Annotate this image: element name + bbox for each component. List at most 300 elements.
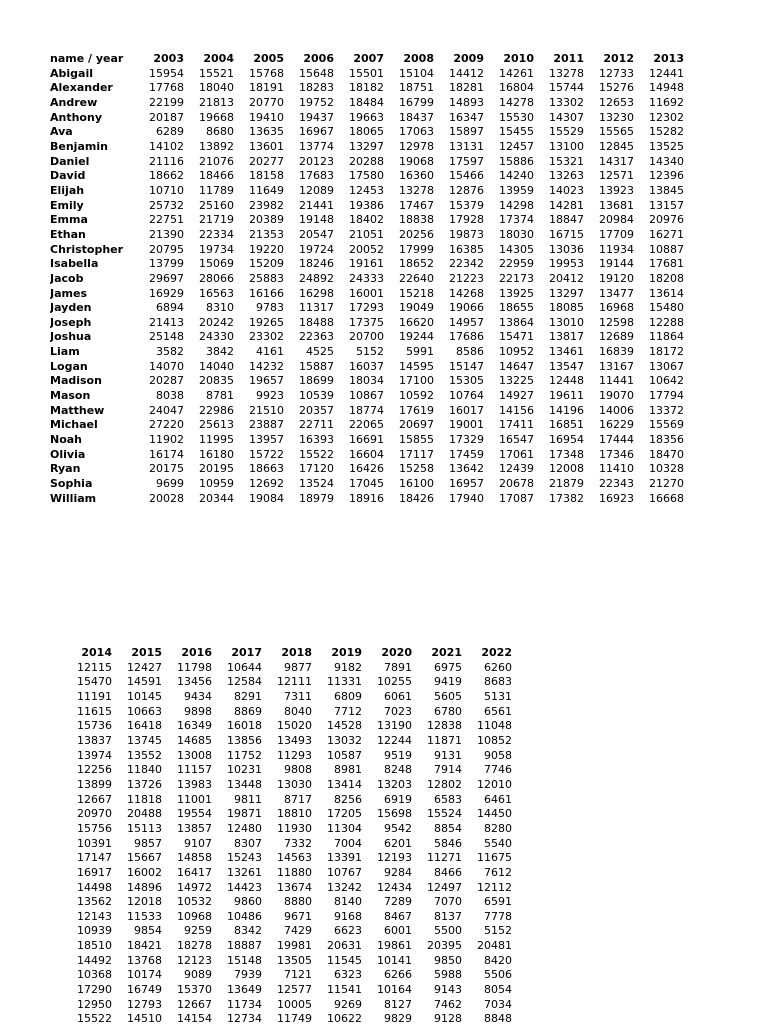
count-cell: 13008: [177, 748, 212, 762]
count-cell: 13726: [127, 777, 162, 791]
count-cell: 19871: [227, 807, 262, 821]
name-cell: Joseph: [50, 315, 92, 329]
count-cell: 19724: [299, 242, 334, 256]
count-cell: 15886: [499, 154, 534, 168]
count-cell: 13674: [277, 880, 312, 894]
count-cell: 18751: [399, 81, 434, 95]
count-cell: 7778: [484, 909, 512, 923]
count-cell: 21051: [349, 227, 384, 241]
count-cell: 14307: [549, 110, 584, 124]
count-cell: 17293: [349, 301, 384, 315]
count-cell: 15501: [349, 66, 384, 80]
count-cell: 17467: [399, 198, 434, 212]
count-cell: 19953: [549, 257, 584, 271]
count-cell: 10764: [449, 389, 484, 403]
count-cell: 9058: [484, 748, 512, 762]
table-row: [50, 140, 684, 155]
count-cell: 14948: [649, 81, 684, 95]
count-cell: 15104: [399, 66, 434, 80]
count-cell: 13562: [77, 895, 112, 909]
count-cell: 12010: [477, 777, 512, 791]
name-cell: Sophia: [50, 477, 93, 491]
count-cell: 17411: [499, 418, 534, 432]
count-cell: 12244: [377, 733, 412, 747]
count-cell: 12978: [399, 139, 434, 153]
count-cell: 9783: [256, 301, 284, 315]
count-cell: 8127: [384, 997, 412, 1011]
count-cell: 11789: [199, 183, 234, 197]
count-cell: 12598: [599, 315, 634, 329]
count-cell: 11191: [77, 689, 112, 703]
count-cell: 9808: [284, 763, 312, 777]
count-cell: 6461: [484, 792, 512, 806]
count-cell: 11157: [177, 763, 212, 777]
count-cell: 20123: [299, 154, 334, 168]
count-cell: 18402: [349, 213, 384, 227]
year-header: 2011: [553, 52, 584, 65]
count-cell: 21879: [549, 477, 584, 491]
count-cell: 16620: [399, 315, 434, 329]
count-cell: 17290: [77, 983, 112, 997]
count-cell: 22334: [199, 227, 234, 241]
count-cell: 18652: [399, 257, 434, 271]
count-cell: 17940: [449, 491, 484, 505]
count-cell: 13552: [127, 748, 162, 762]
count-cell: 12793: [127, 997, 162, 1011]
count-cell: 11271: [427, 851, 462, 865]
count-cell: 16967: [299, 125, 334, 139]
count-cell: 19265: [249, 315, 284, 329]
count-cell: 12453: [349, 183, 384, 197]
count-cell: 14240: [499, 169, 534, 183]
table-row: [50, 492, 684, 507]
count-cell: 17382: [549, 491, 584, 505]
count-cell: 7289: [384, 895, 412, 909]
count-cell: 13925: [499, 286, 534, 300]
count-cell: 19084: [249, 491, 284, 505]
count-cell: 20256: [399, 227, 434, 241]
count-cell: 9850: [434, 953, 462, 967]
table-row: [62, 807, 512, 822]
count-cell: 21116: [149, 154, 184, 168]
count-cell: 16691: [349, 433, 384, 447]
count-cell: 17147: [77, 851, 112, 865]
name-cell: Elijah: [50, 183, 85, 197]
count-cell: 17374: [499, 213, 534, 227]
count-cell: 14196: [549, 403, 584, 417]
year-header: 2015: [131, 646, 162, 659]
name-cell: Emily: [50, 198, 84, 212]
count-cell: 17045: [349, 477, 384, 491]
count-cell: 13261: [227, 865, 262, 879]
count-cell: 13225: [499, 374, 534, 388]
count-cell: 13899: [77, 777, 112, 791]
count-cell: 5131: [484, 689, 512, 703]
count-cell: 15113: [127, 821, 162, 835]
count-cell: 15470: [77, 675, 112, 689]
count-cell: 16563: [199, 286, 234, 300]
count-cell: 7914: [434, 763, 462, 777]
count-cell: 14278: [499, 95, 534, 109]
count-cell: 20412: [549, 271, 584, 285]
count-cell: 18278: [177, 939, 212, 953]
count-cell: 12123: [177, 953, 212, 967]
count-cell: 5152: [356, 345, 384, 359]
count-cell: 16017: [449, 403, 484, 417]
count-cell: 20770: [249, 95, 284, 109]
count-cell: 13681: [599, 198, 634, 212]
count-cell: 19070: [599, 389, 634, 403]
count-cell: 9182: [334, 660, 362, 674]
table-row: [62, 690, 512, 705]
count-cell: 15756: [77, 821, 112, 835]
table-row: [50, 125, 684, 140]
count-cell: 12692: [249, 477, 284, 491]
count-cell: 18774: [349, 403, 384, 417]
count-cell: 18887: [227, 939, 262, 953]
count-cell: 14893: [449, 95, 484, 109]
count-cell: 9699: [156, 477, 184, 491]
count-cell: 18663: [249, 462, 284, 476]
count-cell: 15370: [177, 983, 212, 997]
count-cell: 14528: [327, 719, 362, 733]
count-cell: 16957: [449, 477, 484, 491]
count-cell: 8880: [284, 895, 312, 909]
count-cell: 6001: [384, 924, 412, 938]
count-cell: 21413: [149, 315, 184, 329]
count-cell: 21270: [649, 477, 684, 491]
count-cell: 14450: [477, 807, 512, 821]
count-cell: 8717: [284, 792, 312, 806]
year-header: 2019: [331, 646, 362, 659]
name-cell: Olivia: [50, 447, 86, 461]
count-cell: 13242: [327, 880, 362, 894]
count-cell: 15887: [299, 359, 334, 373]
count-cell: 13461: [549, 345, 584, 359]
count-cell: 10391: [77, 836, 112, 850]
name-frequency-table-2014-2022: [62, 646, 512, 1024]
table-row: [62, 895, 512, 910]
table-row: [62, 675, 512, 690]
count-cell: 15471: [499, 330, 534, 344]
count-cell: 12577: [277, 983, 312, 997]
count-cell: 20631: [327, 939, 362, 953]
count-cell: 16749: [127, 983, 162, 997]
count-cell: 12193: [377, 851, 412, 865]
name-cell: Ryan: [50, 462, 81, 476]
count-cell: 14412: [449, 66, 484, 80]
table-row: [62, 705, 512, 720]
count-cell: 14102: [149, 139, 184, 153]
table-row: [50, 96, 684, 111]
count-cell: 7332: [284, 836, 312, 850]
count-cell: 10145: [127, 689, 162, 703]
count-cell: 19410: [249, 110, 284, 124]
count-cell: 14261: [499, 66, 534, 80]
count-cell: 22959: [499, 257, 534, 271]
table-row: [50, 374, 684, 389]
count-cell: 13157: [649, 198, 684, 212]
count-cell: 19668: [199, 110, 234, 124]
count-cell: 14896: [127, 880, 162, 894]
count-cell: 14595: [399, 359, 434, 373]
count-cell: 8137: [434, 909, 462, 923]
count-cell: 20395: [427, 939, 462, 953]
count-cell: 21390: [149, 227, 184, 241]
count-cell: 6809: [334, 689, 362, 703]
name-cell: Ava: [50, 125, 73, 139]
table-header: [62, 646, 512, 661]
count-cell: 18034: [349, 374, 384, 388]
name-cell: Andrew: [50, 95, 98, 109]
count-cell: 16385: [449, 242, 484, 256]
count-cell: 16604: [349, 447, 384, 461]
count-cell: 6561: [484, 704, 512, 718]
count-cell: 12876: [449, 183, 484, 197]
name-cell: Matthew: [50, 403, 105, 417]
count-cell: 9419: [434, 675, 462, 689]
table-row: [50, 418, 684, 433]
table-header: [50, 52, 684, 67]
count-cell: 7034: [484, 997, 512, 1011]
count-cell: 18699: [299, 374, 334, 388]
count-cell: 22342: [449, 257, 484, 271]
count-cell: 20357: [299, 403, 334, 417]
count-cell: 10532: [177, 895, 212, 909]
count-cell: 10663: [127, 704, 162, 718]
count-cell: 18281: [449, 81, 484, 95]
count-cell: 16418: [127, 719, 162, 733]
count-cell: 17375: [349, 315, 384, 329]
count-cell: 10328: [649, 462, 684, 476]
year-header: 2017: [231, 646, 262, 659]
count-cell: 20984: [599, 213, 634, 227]
count-cell: 12427: [127, 660, 162, 674]
table-row: [50, 316, 684, 331]
count-cell: 15736: [77, 719, 112, 733]
count-cell: 6975: [434, 660, 462, 674]
count-cell: 20700: [349, 330, 384, 344]
table-row: [62, 837, 512, 852]
table-row: [50, 228, 684, 243]
count-cell: 6919: [384, 792, 412, 806]
count-cell: 14423: [227, 880, 262, 894]
count-cell: 5605: [434, 689, 462, 703]
count-cell: 9131: [434, 748, 462, 762]
table-row: [50, 243, 684, 258]
count-cell: 19663: [349, 110, 384, 124]
count-cell: 16851: [549, 418, 584, 432]
count-cell: 17683: [299, 169, 334, 183]
count-cell: 19437: [299, 110, 334, 124]
year-header: 2005: [253, 52, 284, 65]
count-cell: 7712: [334, 704, 362, 718]
count-cell: 14298: [499, 198, 534, 212]
count-cell: 12802: [427, 777, 462, 791]
count-cell: 19120: [599, 271, 634, 285]
table-row: [50, 272, 684, 287]
count-cell: 25732: [149, 198, 184, 212]
count-cell: 4525: [306, 345, 334, 359]
count-cell: 11317: [299, 301, 334, 315]
name-cell: William: [50, 491, 97, 505]
year-header: 2013: [653, 52, 684, 65]
name-cell: Noah: [50, 433, 83, 447]
count-cell: 8854: [434, 821, 462, 835]
count-cell: 20547: [299, 227, 334, 241]
count-cell: 5540: [484, 836, 512, 850]
table-row: [50, 213, 684, 228]
table-body: [62, 661, 512, 1024]
count-cell: 13614: [649, 286, 684, 300]
count-cell: 7429: [284, 924, 312, 938]
count-cell: 6623: [334, 924, 362, 938]
year-header: 2004: [203, 52, 234, 65]
count-cell: 8280: [484, 821, 512, 835]
count-cell: 15282: [649, 125, 684, 139]
count-cell: 16929: [149, 286, 184, 300]
name-frequency-table-2003-2013: [50, 52, 684, 506]
count-cell: 13391: [327, 851, 362, 865]
name-cell: Abigail: [50, 66, 93, 80]
table-row: [62, 998, 512, 1013]
table-row: [50, 81, 684, 96]
count-cell: 13100: [549, 139, 584, 153]
count-cell: 22173: [499, 271, 534, 285]
count-cell: 13642: [449, 462, 484, 476]
count-cell: 17329: [449, 433, 484, 447]
table-row: [50, 111, 684, 126]
table-body: [50, 67, 684, 507]
count-cell: 12439: [499, 462, 534, 476]
count-cell: 19386: [349, 198, 384, 212]
count-cell: 21223: [449, 271, 484, 285]
count-cell: 15744: [549, 81, 584, 95]
count-cell: 8467: [384, 909, 412, 923]
count-cell: 16229: [599, 418, 634, 432]
count-cell: 13297: [349, 139, 384, 153]
table-row: [62, 983, 512, 998]
year-header: 2006: [303, 52, 334, 65]
count-cell: 5500: [434, 924, 462, 938]
name-cell: Jayden: [50, 301, 92, 315]
count-cell: 10368: [77, 968, 112, 982]
count-cell: 18065: [349, 125, 384, 139]
count-cell: 22363: [299, 330, 334, 344]
count-cell: 21353: [249, 227, 284, 241]
count-cell: 10141: [377, 953, 412, 967]
count-cell: 19244: [399, 330, 434, 344]
count-cell: 14154: [177, 1012, 212, 1024]
count-cell: 18421: [127, 939, 162, 953]
count-cell: 12302: [649, 110, 684, 124]
count-cell: 14972: [177, 880, 212, 894]
count-cell: 15565: [599, 125, 634, 139]
count-cell: 25613: [199, 418, 234, 432]
count-cell: 16271: [649, 227, 684, 241]
count-cell: 20187: [149, 110, 184, 124]
count-cell: 13030: [277, 777, 312, 791]
count-cell: 11798: [177, 660, 212, 674]
name-cell: Michael: [50, 418, 98, 432]
count-cell: 13203: [377, 777, 412, 791]
count-cell: 13892: [199, 139, 234, 153]
count-cell: 13525: [649, 139, 684, 153]
count-cell: 5506: [484, 968, 512, 982]
count-cell: 8248: [384, 763, 412, 777]
name-cell: Liam: [50, 345, 80, 359]
table-row: [62, 954, 512, 969]
count-cell: 15069: [199, 257, 234, 271]
count-cell: 11293: [277, 748, 312, 762]
count-cell: 12434: [377, 880, 412, 894]
count-cell: 20795: [149, 242, 184, 256]
count-cell: 8420: [484, 953, 512, 967]
count-cell: 11533: [127, 909, 162, 923]
count-cell: 15321: [549, 154, 584, 168]
count-cell: 16001: [349, 286, 384, 300]
count-cell: 16347: [449, 110, 484, 124]
count-cell: 16923: [599, 491, 634, 505]
count-cell: 11441: [599, 374, 634, 388]
count-cell: 19068: [399, 154, 434, 168]
table-row: [50, 257, 684, 272]
count-cell: 11304: [327, 821, 362, 835]
count-cell: 9923: [256, 389, 284, 403]
count-cell: 9168: [334, 909, 362, 923]
count-cell: 10592: [399, 389, 434, 403]
count-cell: 7746: [484, 763, 512, 777]
count-cell: 14591: [127, 675, 162, 689]
count-cell: 16804: [499, 81, 534, 95]
count-cell: 8140: [334, 895, 362, 909]
count-cell: 16799: [399, 95, 434, 109]
table-row: [50, 199, 684, 214]
count-cell: 14070: [149, 359, 184, 373]
count-cell: 12115: [77, 660, 112, 674]
count-cell: 16166: [249, 286, 284, 300]
count-cell: 16839: [599, 345, 634, 359]
count-cell: 19752: [299, 95, 334, 109]
table-row: [62, 924, 512, 939]
count-cell: 13923: [599, 183, 634, 197]
count-cell: 9829: [384, 1012, 412, 1024]
count-cell: 18191: [249, 81, 284, 95]
count-cell: 11331: [327, 675, 362, 689]
count-cell: 16715: [549, 227, 584, 241]
count-cell: 13414: [327, 777, 362, 791]
count-cell: 19144: [599, 257, 634, 271]
count-cell: 10710: [149, 183, 184, 197]
count-cell: 6289: [156, 125, 184, 139]
count-cell: 20028: [149, 491, 184, 505]
count-cell: 17444: [599, 433, 634, 447]
count-cell: 12845: [599, 139, 634, 153]
count-cell: 14317: [599, 154, 634, 168]
name-cell: Isabella: [50, 257, 99, 271]
count-cell: 24333: [349, 271, 384, 285]
count-cell: 27220: [149, 418, 184, 432]
count-cell: 13131: [449, 139, 484, 153]
count-cell: 8466: [434, 865, 462, 879]
name-cell: Mason: [50, 389, 91, 403]
count-cell: 13768: [127, 953, 162, 967]
count-cell: 14281: [549, 198, 584, 212]
count-cell: 15522: [77, 1012, 112, 1024]
count-cell: 18158: [249, 169, 284, 183]
table-row: [50, 184, 684, 199]
count-cell: 18979: [299, 491, 334, 505]
